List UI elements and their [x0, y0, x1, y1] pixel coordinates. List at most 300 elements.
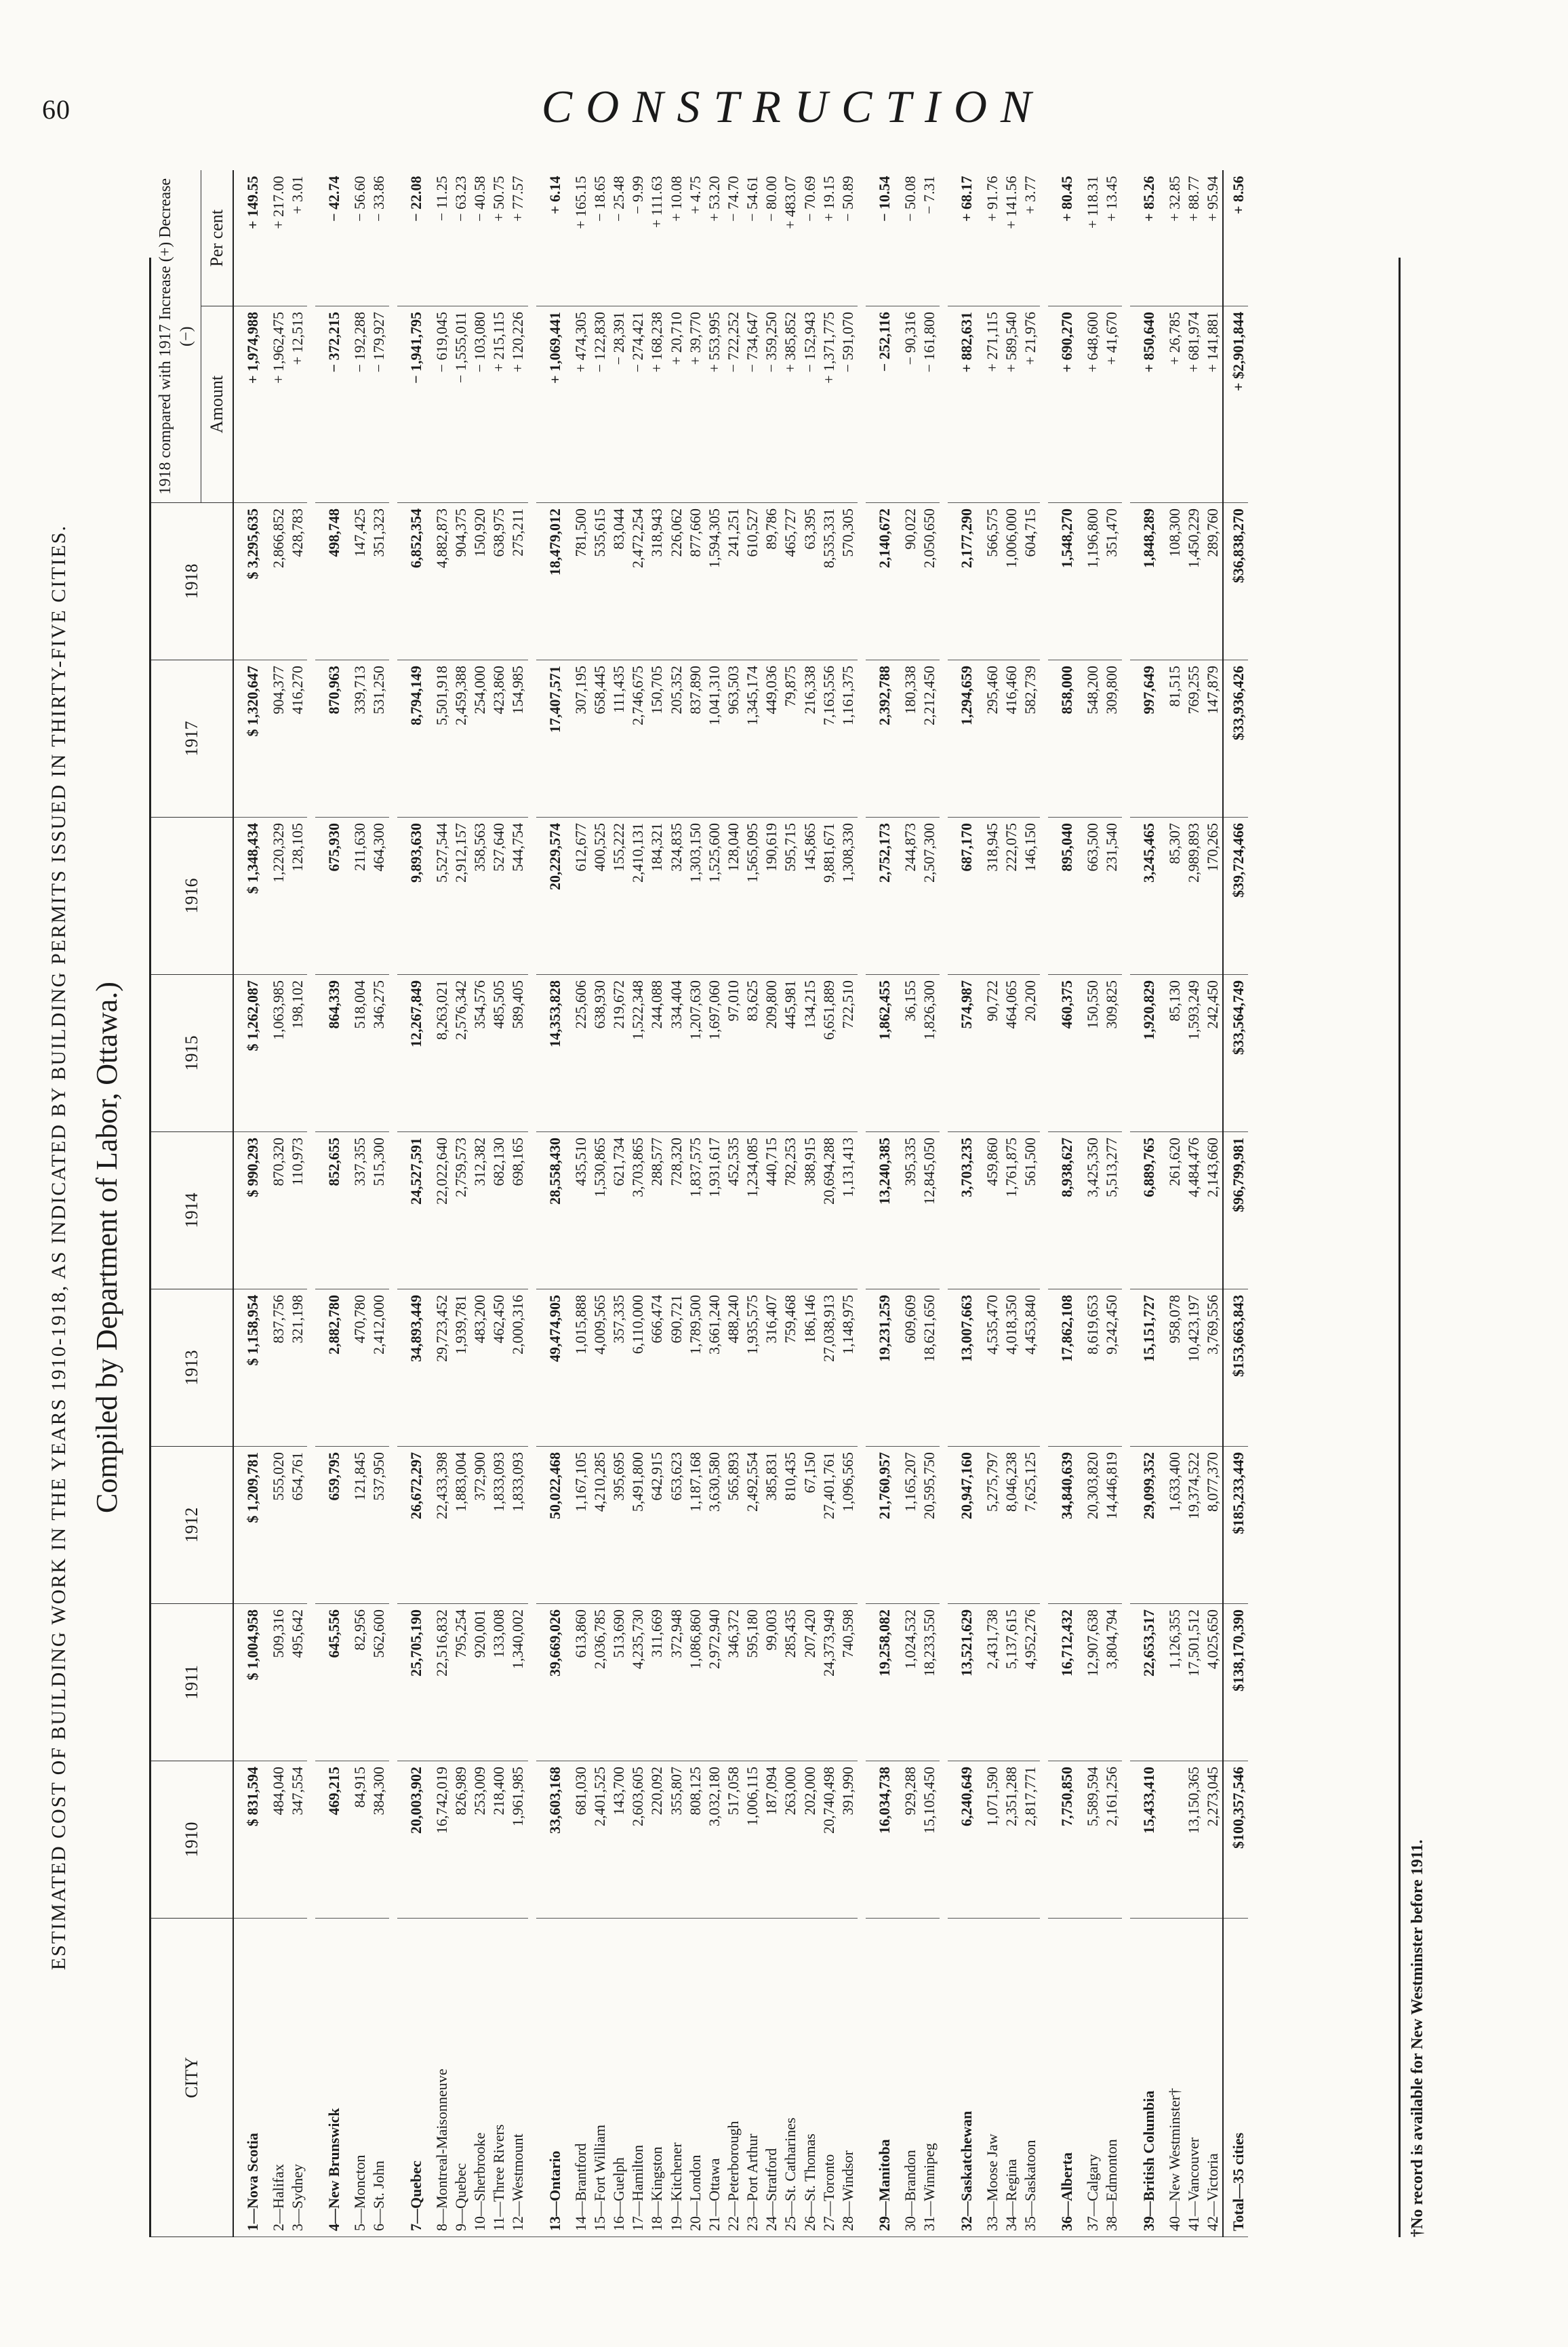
year-value-cell: 145,865: [801, 818, 820, 975]
year-value-cell: 682,130: [489, 1132, 508, 1289]
year-value-cell: $33,936,426: [1223, 660, 1248, 818]
year-value-cell: 307,195: [571, 660, 590, 818]
city-cell: 23—Port Arthur: [743, 1919, 762, 2237]
year-value-cell: 513,690: [609, 1604, 628, 1761]
year-value-cell: 1,525,600: [705, 818, 724, 975]
year-value-cell: 416,460: [1002, 660, 1021, 818]
year-value-cell: 4,009,565: [590, 1289, 609, 1447]
year-value-cell: 8,938,627: [1048, 1132, 1083, 1289]
running-head: CONSTRUCTION: [541, 81, 1045, 132]
change-amount-cell: + 882,631: [948, 306, 983, 503]
year-value-cell: 357,335: [609, 1289, 628, 1447]
year-value-cell: 295,460: [983, 660, 1002, 818]
city-cell: 39—British Columbia: [1130, 1919, 1165, 2237]
year-value-cell: $33,564,749: [1223, 975, 1248, 1132]
year-value-cell: 1,071,590: [983, 1761, 1002, 1919]
city-cell: 36—Alberta: [1048, 1919, 1083, 2237]
year-value-cell: 20,003,902: [397, 1761, 433, 1919]
table-row: [628, 171, 647, 2237]
change-amount-cell: + 271,115: [983, 306, 1002, 503]
year-value-cell: 555,020: [269, 1447, 288, 1604]
year-value-cell: 518,004: [350, 975, 369, 1132]
year-value-cell: 4,018,350: [1002, 1289, 1021, 1447]
year-value-cell: 604,715: [1021, 503, 1040, 660]
change-percent-cell: + 32.85: [1165, 171, 1184, 306]
year-value-cell: 2,212,450: [920, 660, 939, 818]
year-value-cell: 2,603,605: [628, 1761, 647, 1919]
year-value-cell: 2,912,157: [451, 818, 470, 975]
change-amount-cell: + 215,115: [489, 306, 508, 503]
year-value-cell: 469,215: [315, 1761, 350, 1919]
year-value-cell: 1,826,300: [920, 975, 939, 1132]
year-value-cell: 13,521,629: [948, 1604, 983, 1761]
year-value-cell: 5,275,797: [983, 1447, 1002, 1604]
year-value-cell: 2,817,771: [1021, 1761, 1040, 1919]
year-value-cell: 19,258,082: [866, 1604, 901, 1761]
year-value-cell: 285,435: [781, 1604, 800, 1761]
province-row: [536, 171, 571, 2237]
city-cell: 12—Westmount: [508, 1919, 527, 2237]
year-value-cell: 464,065: [1002, 975, 1021, 1132]
year-value-cell: 435,510: [571, 1132, 590, 1289]
change-amount-cell: − 372,215: [315, 306, 350, 503]
year-value-cell: 8,794,149: [397, 660, 433, 818]
year-value-cell: 15,433,410: [1130, 1761, 1165, 1919]
year-value-cell: 565,893: [724, 1447, 743, 1604]
city-cell: 27—Toronto: [820, 1919, 839, 2237]
year-value-cell: 566,575: [983, 503, 1002, 660]
year-value-cell: 5,513,277: [1102, 1132, 1121, 1289]
year-value-cell: 638,930: [590, 975, 609, 1132]
year-value-cell: 2,161,256: [1102, 1761, 1121, 1919]
year-value-cell: 85,307: [1165, 818, 1184, 975]
year-value-cell: 6,889,765: [1130, 1132, 1165, 1289]
year-value-cell: 334,404: [667, 975, 686, 1132]
year-value-cell: 67,150: [801, 1447, 820, 1604]
year-value-cell: 517,058: [724, 1761, 743, 1919]
year-value-cell: 4,210,285: [590, 1447, 609, 1604]
building-cost-table: [149, 176, 1401, 2237]
change-percent-cell: + 4.75: [686, 171, 705, 306]
province-row: [948, 171, 983, 2237]
change-amount-cell: − 274,421: [628, 306, 647, 503]
change-amount-cell: − 28,391: [609, 306, 628, 503]
province-row: [233, 171, 269, 2237]
change-percent-cell: − 50.89: [839, 171, 858, 306]
row-spacer: [307, 171, 315, 2237]
year-value-cell: 3,425,350: [1083, 1132, 1102, 1289]
table-row: [571, 171, 590, 2237]
header-year: 1914: [151, 1132, 233, 1289]
year-value-cell: 22,653,517: [1130, 1604, 1165, 1761]
city-cell: 5—Moncton: [350, 1919, 369, 2237]
change-amount-cell: − 722,252: [724, 306, 743, 503]
city-cell: 7—Quebec: [397, 1919, 433, 2237]
year-value-cell: 9,881,671: [820, 818, 839, 975]
table-row: [451, 171, 470, 2237]
year-value-cell: 4,882,873: [433, 503, 451, 660]
city-cell: 10—Sherbrooke: [470, 1919, 489, 2237]
table-row: [433, 171, 451, 2237]
change-percent-cell: − 80.00: [762, 171, 781, 306]
year-value-cell: 570,305: [839, 503, 858, 660]
change-amount-cell: − 591,070: [839, 306, 858, 503]
year-value-cell: 610,527: [743, 503, 762, 660]
year-value-cell: 395,335: [901, 1132, 920, 1289]
year-value-cell: 351,323: [369, 503, 388, 660]
table-row: [1021, 171, 1040, 2237]
year-value-cell: 19,231,259: [866, 1289, 901, 1447]
year-value-cell: 9,242,450: [1102, 1289, 1121, 1447]
year-value-cell: 209,800: [762, 975, 781, 1132]
change-percent-cell: − 18.65: [590, 171, 609, 306]
year-value-cell: 462,450: [489, 1289, 508, 1447]
year-value-cell: 740,598: [839, 1604, 858, 1761]
year-value-cell: 1,006,000: [1002, 503, 1021, 660]
year-value-cell: 1,063,985: [269, 975, 288, 1132]
change-percent-cell: − 40.58: [470, 171, 489, 306]
year-value-cell: 470,780: [350, 1289, 369, 1447]
table-caption: ESTIMATED COST OF BUILDING WORK IN THE YEARS 1910-1918, AS INDICATED BY BUILDING PERMITS ISSUED IN THIRTY-FIVE CITIES.: [47, 524, 70, 1971]
year-value-cell: 509,316: [269, 1604, 288, 1761]
year-value-cell: 2,752,173: [866, 818, 901, 975]
year-value-cell: 184,321: [647, 818, 666, 975]
change-amount-cell: − 734,647: [743, 306, 762, 503]
table-subcaption: Compiled by Department of Labor, Ottawa.): [90, 982, 123, 1513]
change-amount-cell: + 474,305: [571, 306, 590, 503]
year-value-cell: $39,724,466: [1223, 818, 1248, 975]
city-cell: 20—London: [686, 1919, 705, 2237]
year-value-cell: 6,110,000: [628, 1289, 647, 1447]
year-value-cell: $96,799,981: [1223, 1132, 1248, 1289]
year-value-cell: 658,445: [590, 660, 609, 818]
year-value-cell: 2,412,000: [369, 1289, 388, 1447]
year-value-cell: 97,010: [724, 975, 743, 1132]
year-value-cell: 19,374,522: [1184, 1447, 1203, 1604]
year-value-cell: 254,000: [470, 660, 489, 818]
year-value-cell: 289,760: [1203, 503, 1223, 660]
change-percent-cell: − 42.74: [315, 171, 350, 306]
year-value-cell: 6,852,354: [397, 503, 433, 660]
change-percent-cell: + 165.15: [571, 171, 590, 306]
year-value-cell: 2,140,672: [866, 503, 901, 660]
year-value-cell: $36,838,270: [1223, 503, 1248, 660]
year-value-cell: 346,275: [369, 975, 388, 1132]
province-row: [315, 171, 350, 2237]
table-row: [508, 171, 527, 2237]
year-value-cell: 20,200: [1021, 975, 1040, 1132]
year-value-cell: 537,950: [369, 1447, 388, 1604]
year-value-cell: 535,615: [590, 503, 609, 660]
year-value-cell: 29,099,352: [1130, 1447, 1165, 1604]
change-percent-cell: − 10.54: [866, 171, 901, 306]
header-year: 1913: [151, 1289, 233, 1447]
year-value-cell: 2,000,316: [508, 1289, 527, 1447]
city-cell: 1—Nova Scotia: [233, 1919, 269, 2237]
change-percent-cell: + 483.07: [781, 171, 800, 306]
year-value-cell: 440,715: [762, 1132, 781, 1289]
year-value-cell: $ 1,209,781: [233, 1447, 269, 1604]
year-value-cell: 4,535,470: [983, 1289, 1002, 1447]
year-value-cell: 1,024,532: [901, 1604, 920, 1761]
year-value-cell: 121,845: [350, 1447, 369, 1604]
year-value-cell: 2,507,300: [920, 818, 939, 975]
header-amount: Amount: [201, 306, 233, 503]
year-value-cell: 483,200: [470, 1289, 489, 1447]
year-value-cell: 1,565,095: [743, 818, 762, 975]
year-value-cell: 449,036: [762, 660, 781, 818]
row-spacer: [1122, 171, 1130, 2237]
year-value-cell: 2,882,780: [315, 1289, 350, 1447]
city-cell: 3—Sydney: [288, 1919, 307, 2237]
change-amount-cell: + 1,974,988: [233, 306, 269, 503]
table-row: [1002, 171, 1021, 2237]
year-value-cell: 852,655: [315, 1132, 350, 1289]
year-value-cell: 2,866,852: [269, 503, 288, 660]
city-cell: 13—Ontario: [536, 1919, 571, 2237]
city-cell: 38—Edmonton: [1102, 1919, 1121, 2237]
year-value-cell: 795,254: [451, 1604, 470, 1761]
year-value-cell: 1,303,150: [686, 818, 705, 975]
city-cell: 31—Winnipeg: [920, 1919, 939, 2237]
data-table: [151, 171, 1248, 2238]
year-value-cell: $ 831,594: [233, 1761, 269, 1919]
year-value-cell: 8,077,370: [1203, 1447, 1223, 1604]
year-value-cell: $153,663,843: [1223, 1289, 1248, 1447]
city-cell: 37—Calgary: [1083, 1919, 1102, 2237]
year-value-cell: 385,831: [762, 1447, 781, 1604]
change-amount-cell: − 192,288: [350, 306, 369, 503]
year-value-cell: 324,835: [667, 818, 686, 975]
year-value-cell: 154,985: [508, 660, 527, 818]
year-value-cell: 133,008: [489, 1604, 508, 1761]
year-value-cell: 904,377: [269, 660, 288, 818]
year-value-cell: $100,357,546: [1223, 1761, 1248, 1919]
year-value-cell: 351,470: [1102, 503, 1121, 660]
year-value-cell: 1,126,355: [1165, 1604, 1184, 1761]
year-value-cell: 5,589,594: [1083, 1761, 1102, 1919]
year-value-cell: 722,510: [839, 975, 858, 1132]
year-value-cell: 595,715: [781, 818, 800, 975]
year-value-cell: $ 1,348,434: [233, 818, 269, 975]
year-value-cell: 1,294,659: [948, 660, 983, 818]
year-value-cell: 1,450,229: [1184, 503, 1203, 660]
year-value-cell: 574,987: [948, 975, 983, 1132]
table-row: [269, 171, 288, 2237]
year-value-cell: 83,044: [609, 503, 628, 660]
table-row: [1102, 171, 1121, 2237]
year-value-cell: 1,939,781: [451, 1289, 470, 1447]
change-percent-cell: + 19.15: [820, 171, 839, 306]
total-row: [1223, 171, 1248, 2237]
change-percent-cell: − 63.23: [451, 171, 470, 306]
change-percent-cell: + 10.08: [667, 171, 686, 306]
year-value-cell: 1,345,174: [743, 660, 762, 818]
city-cell: 11—Three Rivers: [489, 1919, 508, 2237]
table-body: [233, 171, 1249, 2237]
year-value-cell: 25,705,190: [397, 1604, 433, 1761]
year-value-cell: 275,211: [508, 503, 527, 660]
year-value-cell: 34,840,639: [1048, 1447, 1083, 1604]
year-value-cell: 27,401,761: [820, 1447, 839, 1604]
year-value-cell: 428,783: [288, 503, 307, 660]
year-value-cell: 16,742,019: [433, 1761, 451, 1919]
row-spacer: [1040, 171, 1048, 2237]
year-value-cell: 110,973: [288, 1132, 307, 1289]
year-value-cell: 929,288: [901, 1761, 920, 1919]
city-cell: 24—Stratford: [762, 1919, 781, 2237]
year-value-cell: $185,233,449: [1223, 1447, 1248, 1604]
city-cell: 18—Kingston: [647, 1919, 666, 2237]
year-value-cell: 1,862,455: [866, 975, 901, 1132]
year-value-cell: 143,700: [609, 1761, 628, 1919]
rotated-table-frame: [47, 176, 1444, 2264]
year-value-cell: 3,032,180: [705, 1761, 724, 1919]
year-value-cell: 864,339: [315, 975, 350, 1132]
year-value-cell: 2,143,660: [1203, 1132, 1223, 1289]
year-value-cell: 355,807: [667, 1761, 686, 1919]
year-value-cell: 7,750,850: [1048, 1761, 1083, 1919]
change-percent-cell: + 3.77: [1021, 171, 1040, 306]
year-value-cell: 400,525: [590, 818, 609, 975]
year-value-cell: 226,062: [667, 503, 686, 660]
city-cell: 6—St. John: [369, 1919, 388, 2237]
table-row: [743, 171, 762, 2237]
change-amount-cell: + $2,901,844: [1223, 306, 1248, 503]
city-cell: 35—Saskatoon: [1021, 1919, 1040, 2237]
year-value-cell: 666,474: [647, 1289, 666, 1447]
year-value-cell: 582,739: [1021, 660, 1040, 818]
year-value-cell: 609,609: [901, 1289, 920, 1447]
year-value-cell: 2,492,554: [743, 1447, 762, 1604]
year-value-cell: 1,041,310: [705, 660, 724, 818]
year-value-cell: 728,320: [667, 1132, 686, 1289]
header-percent: Per cent: [201, 171, 233, 306]
year-value-cell: 904,375: [451, 503, 470, 660]
change-amount-cell: + 850,640: [1130, 306, 1165, 503]
header-year: 1916: [151, 818, 233, 975]
year-value-cell: 147,879: [1203, 660, 1223, 818]
year-value-cell: 1,015,888: [571, 1289, 590, 1447]
city-cell: 29—Manitoba: [866, 1919, 901, 2237]
header-compare-group: 1918 compared with 1917 Increase (+) Decrease (−): [151, 171, 201, 503]
year-value-cell: 244,088: [647, 975, 666, 1132]
year-value-cell: 36,155: [901, 975, 920, 1132]
year-value-cell: 2,273,045: [1203, 1761, 1223, 1919]
year-value-cell: 20,229,574: [536, 818, 571, 975]
table-row: [901, 171, 920, 2237]
year-value-cell: 1,633,400: [1165, 1447, 1184, 1604]
year-value-cell: 49,474,905: [536, 1289, 571, 1447]
year-value-cell: 527,640: [489, 818, 508, 975]
change-amount-cell: − 359,250: [762, 306, 781, 503]
year-value-cell: 759,468: [781, 1289, 800, 1447]
year-value-cell: 16,034,738: [866, 1761, 901, 1919]
year-value-cell: 50,022,468: [536, 1447, 571, 1604]
year-value-cell: 8,263,021: [433, 975, 451, 1132]
change-amount-cell: + 141,881: [1203, 306, 1223, 503]
city-cell: 16—Guelph: [609, 1919, 628, 2237]
year-value-cell: 395,695: [609, 1447, 628, 1604]
change-percent-cell: − 7.31: [920, 171, 939, 306]
year-value-cell: 358,563: [470, 818, 489, 975]
year-value-cell: 263,000: [781, 1761, 800, 1919]
year-value-cell: 20,740,498: [820, 1761, 839, 1919]
year-value-cell: 4,952,276: [1021, 1604, 1040, 1761]
year-value-cell: 99,003: [762, 1604, 781, 1761]
city-cell: 26—St. Thomas: [801, 1919, 820, 2237]
city-cell: 14—Brantford: [571, 1919, 590, 2237]
year-value-cell: 958,078: [1165, 1289, 1184, 1447]
year-value-cell: 13,240,385: [866, 1132, 901, 1289]
city-cell: 22—Peterborough: [724, 1919, 743, 2237]
change-percent-cell: + 118.31: [1083, 171, 1102, 306]
year-value-cell: 12,845,050: [920, 1132, 939, 1289]
year-value-cell: 354,576: [470, 975, 489, 1132]
change-amount-cell: + 1,371,775: [820, 306, 839, 503]
year-value-cell: 1,833,093: [508, 1447, 527, 1604]
year-value-cell: 1,165,207: [901, 1447, 920, 1604]
year-value-cell: 1,187,168: [686, 1447, 705, 1604]
year-value-cell: 488,240: [724, 1289, 743, 1447]
change-percent-cell: + 50.75: [489, 171, 508, 306]
year-value-cell: 82,956: [350, 1604, 369, 1761]
change-percent-cell: − 11.25: [433, 171, 451, 306]
year-value-cell: 2,459,388: [451, 660, 470, 818]
year-value-cell: 33,603,168: [536, 1761, 571, 1919]
year-value-cell: 186,146: [801, 1289, 820, 1447]
city-cell: 30—Brandon: [901, 1919, 920, 2237]
year-value-cell: 1,789,500: [686, 1289, 705, 1447]
year-value-cell: 3,769,556: [1203, 1289, 1223, 1447]
year-value-cell: $ 1,262,087: [233, 975, 269, 1132]
year-value-cell: 7,163,556: [820, 660, 839, 818]
year-value-cell: 22,433,398: [433, 1447, 451, 1604]
year-value-cell: 12,907,638: [1083, 1604, 1102, 1761]
year-value-cell: 253,009: [470, 1761, 489, 1919]
year-value-cell: 826,989: [451, 1761, 470, 1919]
city-cell: 40—New Westminster†: [1165, 1919, 1184, 2237]
year-value-cell: 2,050,650: [920, 503, 939, 660]
year-value-cell: 187,094: [762, 1761, 781, 1919]
province-row: [866, 171, 901, 2237]
year-value-cell: 595,180: [743, 1604, 762, 1761]
year-value-cell: 39,669,026: [536, 1604, 571, 1761]
change-amount-cell: + 1,069,441: [536, 306, 571, 503]
change-amount-cell: + 385,852: [781, 306, 800, 503]
change-amount-cell: + 21,976: [1021, 306, 1040, 503]
change-amount-cell: − 1,555,011: [451, 306, 470, 503]
year-value-cell: 895,040: [1048, 818, 1083, 975]
year-value-cell: 1,833,093: [489, 1447, 508, 1604]
year-value-cell: 316,407: [762, 1289, 781, 1447]
table-row: [820, 171, 839, 2237]
year-value-cell: 810,435: [781, 1447, 800, 1604]
year-value-cell: 155,222: [609, 818, 628, 975]
year-value-cell: 645,556: [315, 1604, 350, 1761]
change-amount-cell: + 648,600: [1083, 306, 1102, 503]
table-row: [369, 171, 388, 2237]
year-value-cell: 2,759,573: [451, 1132, 470, 1289]
change-amount-cell: − 619,045: [433, 306, 451, 503]
year-value-cell: 83,625: [743, 975, 762, 1132]
year-value-cell: 202,000: [801, 1761, 820, 1919]
year-value-cell: 1,006,115: [743, 1761, 762, 1919]
year-value-cell: 147,425: [350, 503, 369, 660]
year-value-cell: 150,920: [470, 503, 489, 660]
city-cell: 25—St. Catharines: [781, 1919, 800, 2237]
year-value-cell: 782,253: [781, 1132, 800, 1289]
